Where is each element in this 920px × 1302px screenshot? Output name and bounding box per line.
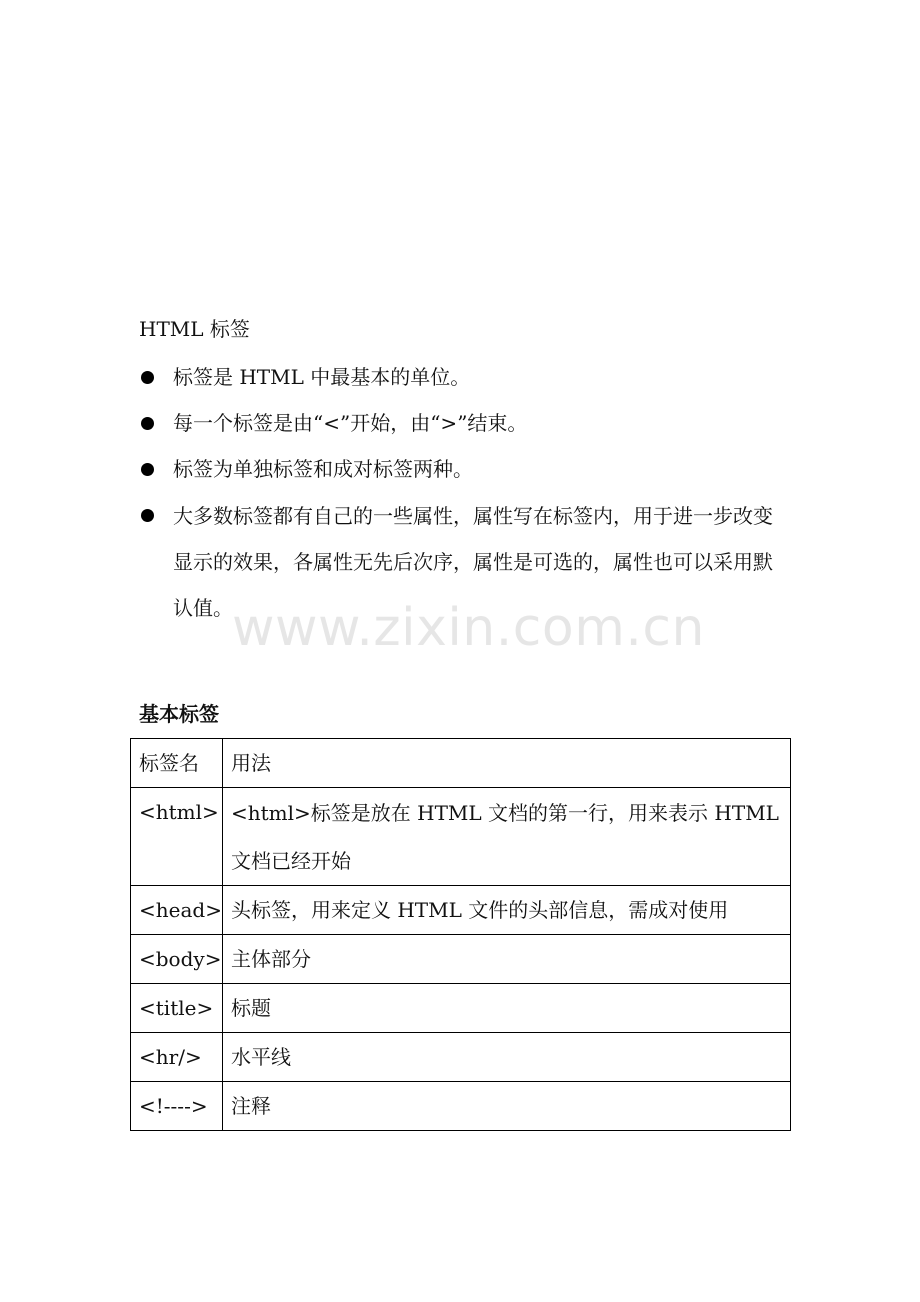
- tag-name-cell: <head>: [131, 886, 223, 935]
- list-item: [139, 493, 789, 631]
- usage-cell: <html>标签是放在 HTML 文档的第一行，用来表示 HTML 文档已经开始: [223, 788, 791, 886]
- tag-table: [130, 738, 791, 1131]
- tag-name-cell: <body>: [131, 935, 223, 984]
- list-item: [139, 362, 789, 393]
- usage-cell: 水平线: [223, 1033, 791, 1082]
- usage-cell: 注释: [223, 1082, 791, 1131]
- column-header-usage: 用法: [223, 739, 791, 788]
- list-item: [139, 454, 789, 485]
- list-item: [139, 408, 789, 439]
- table-row: [131, 935, 791, 984]
- table-row: [131, 788, 791, 886]
- bullet-dot-icon: [141, 417, 154, 430]
- table-row: [131, 984, 791, 1033]
- list-item-text: 标签是 HTML 中最基本的单位。: [173, 365, 471, 389]
- list-item-text: 每一个标签是由“<”开始，由“>”结束。: [173, 411, 528, 435]
- table-row: [131, 1033, 791, 1082]
- table-title: 基本标签: [139, 702, 219, 726]
- table-row: [131, 1082, 791, 1131]
- column-header-tag-name: 标签名: [131, 739, 223, 788]
- tag-name-cell: <hr/>: [131, 1033, 223, 1082]
- usage-cell: 标题: [223, 984, 791, 1033]
- bullet-dot-icon: [141, 371, 154, 384]
- list-item-text: 大多数标签都有自己的一些属性，属性写在标签内，用于进一步改变显示的效果，各属性无先后次序，属性是可选的，属性也可以采用默认值。: [173, 504, 773, 620]
- bullet-dot-icon: [141, 463, 154, 476]
- section-title: HTML 标签: [139, 317, 250, 341]
- table-header-row: [131, 739, 791, 788]
- table-row: [131, 886, 791, 935]
- bullet-list: [139, 362, 789, 646]
- tag-name-cell: <title>: [131, 984, 223, 1033]
- tag-name-cell: <!---->: [131, 1082, 223, 1131]
- watermark: www.zixin.com.cn: [232, 598, 705, 658]
- usage-cell: 头标签，用来定义 HTML 文件的头部信息，需成对使用: [223, 886, 791, 935]
- tag-name-cell: <html>: [131, 788, 223, 886]
- usage-cell: 主体部分: [223, 935, 791, 984]
- bullet-dot-icon: [141, 509, 154, 522]
- list-item-text: 标签为单独标签和成对标签两种。: [173, 457, 473, 481]
